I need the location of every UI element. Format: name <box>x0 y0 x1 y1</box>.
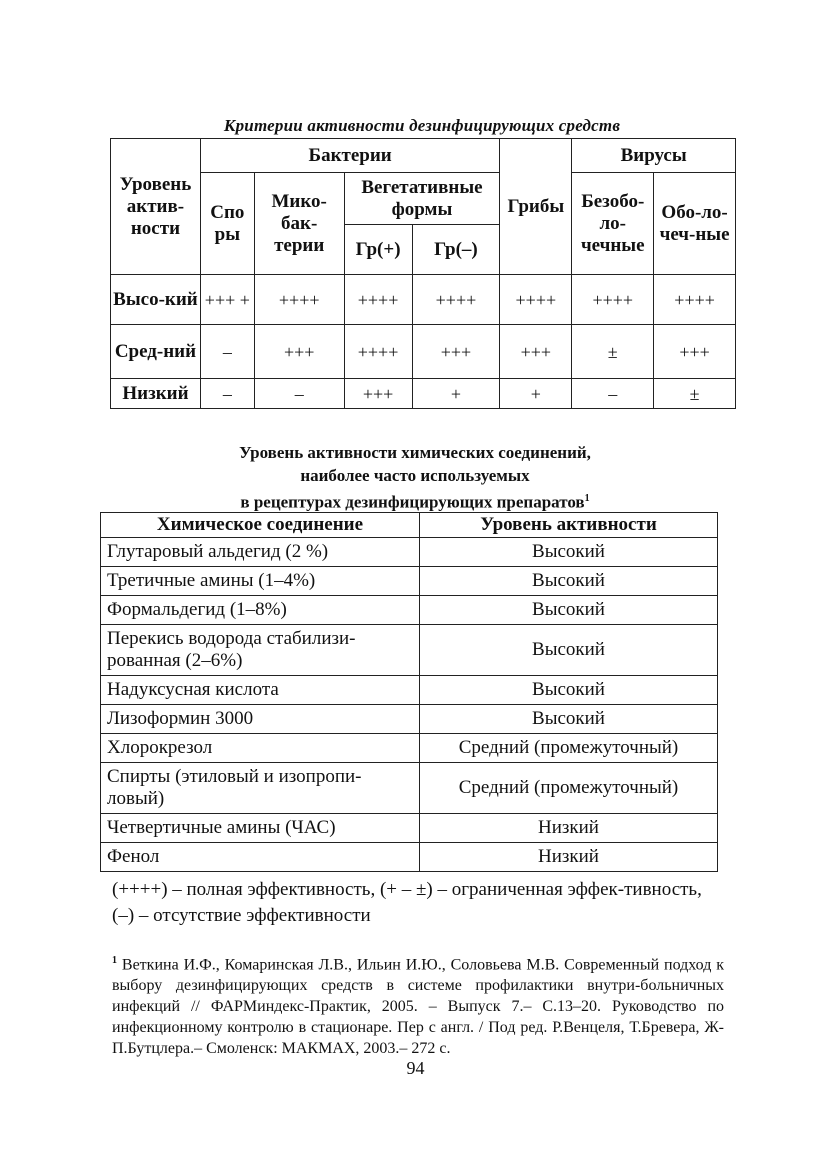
cell-fungi: +++ <box>500 325 572 379</box>
cell-gram-pos: ++++ <box>344 275 412 325</box>
compound-cell: Хлорокрезол <box>101 734 420 763</box>
level-cell: Средний (промежуточный) <box>420 734 718 763</box>
table-row <box>101 596 718 625</box>
activity-criteria-table <box>110 138 736 409</box>
compound-cell: Надуксусная кислота <box>101 676 420 705</box>
cell-nonenveloped: ± <box>572 325 654 379</box>
cell-gram-pos: +++ <box>344 379 412 409</box>
header-gram-pos: Гр(+) <box>344 225 412 275</box>
table1-title: Критерии активности дезинфицирующих средств <box>223 116 621 135</box>
table-row <box>101 814 718 843</box>
table2-title-line: Уровень активности химических соединений, <box>239 443 591 462</box>
compound-cell: Формальдегид (1–8%) <box>101 596 420 625</box>
header-level: Уровень актив-ности <box>111 139 201 275</box>
cell-fungi: + <box>500 379 572 409</box>
header-spores: Спо ры <box>200 173 254 275</box>
table-row <box>101 843 718 872</box>
footnote-mark: 1 <box>584 493 590 504</box>
cell-mycobacteria: +++ <box>254 325 344 379</box>
header-vegetative: Вегетативные формы <box>344 173 500 225</box>
header-nonenveloped: Безобо-ло-чечные <box>572 173 654 275</box>
footnote-number: 1 <box>112 955 117 966</box>
compound-cell: Четвертичные амины (ЧАС) <box>101 814 420 843</box>
header-viruses: Вирусы <box>572 139 736 173</box>
cell-enveloped: +++ <box>654 325 736 379</box>
table-row <box>101 734 718 763</box>
table-row <box>101 538 718 567</box>
cell-spores: – <box>200 325 254 379</box>
legend-text: (++++) – полная эффективность, (+ – ±) – ограниченная эффек-тивность, (–) – отсутствие эффективности <box>112 879 702 926</box>
table2-title <box>100 441 730 514</box>
compound-cell: Перекись водорода стабилизи-рованная (2–6%) <box>101 625 420 676</box>
cell-fungi: ++++ <box>500 275 572 325</box>
level-cell: Высокий <box>420 705 718 734</box>
cell-mycobacteria: – <box>254 379 344 409</box>
row-level: Низкий <box>111 379 201 409</box>
table-row <box>101 763 718 814</box>
header-bacteria: Бактерии <box>200 139 499 173</box>
compound-cell: Глутаровый альдегид (2 %) <box>101 538 420 567</box>
cell-gram-pos: ++++ <box>344 325 412 379</box>
header-activity-level: Уровень активности <box>420 513 718 538</box>
row-level: Высо-кий <box>111 275 201 325</box>
cell-gram-neg: ++++ <box>412 275 500 325</box>
table-row <box>111 275 736 325</box>
cell-enveloped: ± <box>654 379 736 409</box>
header-fungi: Грибы <box>500 139 572 275</box>
header-mycobacteria: Мико-бак-терии <box>254 173 344 275</box>
footnote-text: Веткина И.Ф., Комаринская Л.В., Ильин И.Ю., Соловьева М.В. Современный подход к выбору дезинфицирующих средств в системе профилактики внутри-больничных инфекций // ФАРМиндекс-Практик, 2005. – Выпуск 7.– С.13–20. Руководство по инфекционному контролю в стационаре. Пер с англ. / Под ред. Р.Венцеля, Т.Бревера, Ж-П.Бутцлера.– Смоленск: МАКМАХ, 2003.– 272 с. <box>112 956 725 1058</box>
table-header-row <box>101 513 718 538</box>
table2-title-line-text: в рецептурах дезинфицирующих препаратов <box>240 492 585 512</box>
level-cell: Высокий <box>420 625 718 676</box>
level-cell: Низкий <box>420 843 718 872</box>
table-row <box>101 705 718 734</box>
header-compound: Химическое соединение <box>101 513 420 538</box>
cell-nonenveloped: – <box>572 379 654 409</box>
compounds-activity-table <box>100 512 718 872</box>
page-number: 94 <box>406 1058 425 1078</box>
cell-spores: +++ + <box>200 275 254 325</box>
table-row <box>101 567 718 596</box>
cell-spores: – <box>200 379 254 409</box>
table2-title-line: наиболее часто используемых <box>300 466 530 485</box>
header-gram-neg: Гр(–) <box>412 225 500 275</box>
row-level: Сред-ний <box>111 325 201 379</box>
level-cell: Высокий <box>420 567 718 596</box>
compound-cell: Третичные амины (1–4%) <box>101 567 420 596</box>
compound-cell: Спирты (этиловый и изопропи-ловый) <box>101 763 420 814</box>
cell-gram-neg: +++ <box>412 325 500 379</box>
level-cell: Низкий <box>420 814 718 843</box>
footnote <box>112 950 724 1059</box>
cell-mycobacteria: ++++ <box>254 275 344 325</box>
table2-title-line <box>100 487 730 514</box>
cell-gram-neg: + <box>412 379 500 409</box>
table-row <box>101 676 718 705</box>
table-row <box>111 379 736 409</box>
cell-enveloped: ++++ <box>654 275 736 325</box>
level-cell: Средний (промежуточный) <box>420 763 718 814</box>
table-row <box>101 625 718 676</box>
compound-cell: Фенол <box>101 843 420 872</box>
level-cell: Высокий <box>420 596 718 625</box>
level-cell: Высокий <box>420 538 718 567</box>
table-row <box>111 325 736 379</box>
level-cell: Высокий <box>420 676 718 705</box>
compound-cell: Лизоформин 3000 <box>101 705 420 734</box>
header-enveloped: Обо-ло-чеч-ные <box>654 173 736 275</box>
cell-nonenveloped: ++++ <box>572 275 654 325</box>
